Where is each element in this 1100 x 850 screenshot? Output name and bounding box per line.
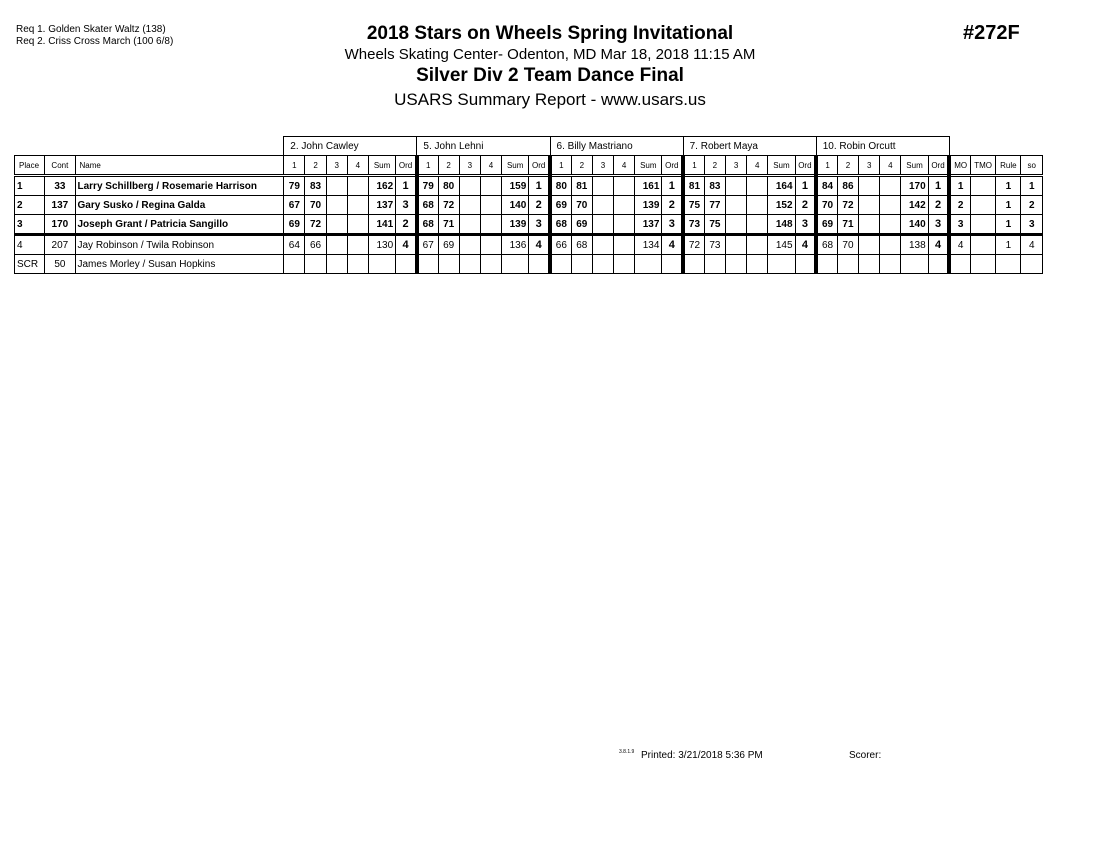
score-cell: 79: [284, 176, 305, 196]
tail-cell-rule: 1: [996, 235, 1021, 255]
event-number: #272F: [963, 22, 1020, 44]
score-cell: [683, 255, 704, 274]
score-cell: 69: [816, 215, 837, 235]
score-cell: [326, 215, 347, 235]
score-cell: [592, 176, 613, 196]
score-cell: 71: [837, 215, 858, 235]
column-cont: Cont: [45, 156, 75, 176]
ordinal-cell: 2: [529, 196, 550, 215]
contestant-number: 137: [45, 196, 75, 215]
sum-cell: 140: [901, 215, 928, 235]
column-tmo: TMO: [971, 156, 996, 176]
score-cell: 73: [683, 215, 704, 235]
score-cell: [347, 196, 368, 215]
score-cell: [725, 235, 746, 255]
judge-header-spacer: [949, 137, 1042, 156]
score-cell: 68: [550, 215, 571, 235]
score-cell: [438, 255, 459, 274]
score-cell: [725, 196, 746, 215]
tail-cell-mo: 3: [949, 215, 970, 235]
score-cell: [880, 215, 901, 235]
team-name: Gary Susko / Regina Galda: [75, 196, 284, 215]
score-cell: 69: [571, 215, 592, 235]
column-judge-4-1: 1: [683, 156, 704, 176]
score-cell: 72: [305, 215, 326, 235]
sum-cell: 130: [368, 235, 395, 255]
sum-cell: [502, 255, 529, 274]
ordinal-cell: [396, 255, 417, 274]
ordinal-cell: 3: [529, 215, 550, 235]
ordinal-cell: 2: [662, 196, 683, 215]
table-row: [15, 255, 1043, 274]
score-cell: [747, 176, 768, 196]
tail-cell-tmo: [971, 235, 996, 255]
score-cell: 70: [816, 196, 837, 215]
score-cell: [347, 176, 368, 196]
score-cell: 80: [438, 176, 459, 196]
column-judge-5-1: 1: [816, 156, 837, 176]
score-cell: 70: [571, 196, 592, 215]
score-cell: [859, 176, 880, 196]
ordinal-cell: [795, 255, 816, 274]
event-title: Silver Div 2 Team Dance Final: [416, 65, 684, 86]
ordinal-cell: 1: [928, 176, 949, 196]
place-cell: 4: [15, 235, 45, 255]
column-judge-3-sum: Sum: [635, 156, 662, 176]
sum-cell: 141: [368, 215, 395, 235]
score-cell: [614, 235, 635, 255]
contestant-number: 33: [45, 176, 75, 196]
score-cell: 70: [837, 235, 858, 255]
column-judge-5-4: 4: [880, 156, 901, 176]
score-cell: 66: [550, 235, 571, 255]
score-cell: 83: [704, 176, 725, 196]
ordinal-cell: 3: [396, 196, 417, 215]
tail-cell-mo: [949, 255, 970, 274]
ordinal-cell: 3: [928, 215, 949, 235]
team-name: Jay Robinson / Twila Robinson: [75, 235, 284, 255]
place-cell: 1: [15, 176, 45, 196]
table-row: [15, 176, 1043, 196]
column-judge-5-3: 3: [859, 156, 880, 176]
score-cell: 67: [284, 196, 305, 215]
score-cell: [326, 255, 347, 274]
score-cell: 83: [305, 176, 326, 196]
score-cell: [480, 196, 501, 215]
ordinal-cell: 2: [795, 196, 816, 215]
column-so: so: [1021, 156, 1043, 176]
score-cell: [326, 176, 347, 196]
judge-name-5: 10. Robin Orcutt: [816, 137, 949, 156]
column-judge-2-sum: Sum: [502, 156, 529, 176]
score-cell: 75: [704, 215, 725, 235]
ordinal-cell: 4: [928, 235, 949, 255]
tail-cell-so: 3: [1021, 215, 1043, 235]
sum-cell: 142: [901, 196, 928, 215]
score-cell: [614, 196, 635, 215]
column-judge-1-1: 1: [284, 156, 305, 176]
judge-name-3: 6. Billy Mastriano: [550, 137, 683, 156]
score-cell: [550, 255, 571, 274]
score-cell: 72: [837, 196, 858, 215]
score-cell: [747, 196, 768, 215]
sum-cell: [901, 255, 928, 274]
score-cell: [614, 255, 635, 274]
sum-cell: 162: [368, 176, 395, 196]
ordinal-cell: 1: [795, 176, 816, 196]
tail-cell-rule: [996, 255, 1021, 274]
report-subtitle: USARS Summary Report - www.usars.us: [394, 90, 706, 109]
sum-cell: [635, 255, 662, 274]
score-cell: 70: [305, 196, 326, 215]
scorer-label: Scorer:: [849, 750, 882, 761]
column-judge-4-ord: Ord: [795, 156, 816, 176]
column-judge-2-4: 4: [480, 156, 501, 176]
sum-cell: [368, 255, 395, 274]
score-cell: [880, 176, 901, 196]
sum-cell: 134: [635, 235, 662, 255]
score-cell: [880, 235, 901, 255]
team-name: Larry Schillberg / Rosemarie Harrison: [75, 176, 284, 196]
score-cell: [592, 215, 613, 235]
score-cell: [816, 255, 837, 274]
ordinal-cell: 2: [396, 215, 417, 235]
requirement-1: Req 1. Golden Skater Waltz (138): [16, 24, 166, 35]
column-judge-3-2: 2: [571, 156, 592, 176]
score-cell: 68: [417, 215, 438, 235]
team-name: Joseph Grant / Patricia Sangillo: [75, 215, 284, 235]
sum-cell: 170: [901, 176, 928, 196]
place-cell: SCR: [15, 255, 45, 274]
score-cell: 79: [417, 176, 438, 196]
judge-name-4: 7. Robert Maya: [683, 137, 816, 156]
tail-cell-rule: 1: [996, 215, 1021, 235]
team-name: James Morley / Susan Hopkins: [75, 255, 284, 274]
score-cell: [459, 176, 480, 196]
column-judge-5-ord: Ord: [928, 156, 949, 176]
ordinal-cell: 4: [662, 235, 683, 255]
tail-cell-tmo: [971, 176, 996, 196]
sum-cell: 136: [502, 235, 529, 255]
score-cell: [347, 215, 368, 235]
tail-cell-so: 4: [1021, 235, 1043, 255]
score-cell: 84: [816, 176, 837, 196]
score-cell: [480, 235, 501, 255]
score-cell: [459, 255, 480, 274]
results-body: [15, 176, 1043, 274]
sum-cell: 145: [768, 235, 795, 255]
sum-cell: 139: [502, 215, 529, 235]
place-cell: 2: [15, 196, 45, 215]
results-table: [14, 136, 1043, 274]
score-cell: [859, 235, 880, 255]
judge-header-spacer: [15, 137, 284, 156]
printed-timestamp: Printed: 3/21/2018 5:36 PM: [641, 750, 763, 761]
score-cell: 81: [683, 176, 704, 196]
sum-cell: 140: [502, 196, 529, 215]
score-cell: [326, 235, 347, 255]
table-row: [15, 196, 1043, 215]
column-judge-1-2: 2: [305, 156, 326, 176]
sum-cell: 137: [368, 196, 395, 215]
software-version: 3.8.1.9: [619, 749, 635, 755]
score-cell: [480, 255, 501, 274]
column-judge-3-1: 1: [550, 156, 571, 176]
column-judge-3-3: 3: [592, 156, 613, 176]
score-cell: 68: [571, 235, 592, 255]
sum-cell: 161: [635, 176, 662, 196]
column-judge-4-3: 3: [725, 156, 746, 176]
sum-cell: 138: [901, 235, 928, 255]
score-cell: [747, 215, 768, 235]
score-cell: [859, 196, 880, 215]
column-judge-4-4: 4: [747, 156, 768, 176]
score-cell: [571, 255, 592, 274]
judge-name-1: 2. John Cawley: [284, 137, 417, 156]
score-cell: [880, 196, 901, 215]
column-place: Place: [15, 156, 45, 176]
score-cell: 80: [550, 176, 571, 196]
ordinal-cell: 1: [396, 176, 417, 196]
score-cell: 68: [816, 235, 837, 255]
column-judge-1-sum: Sum: [368, 156, 395, 176]
tail-cell-tmo: [971, 196, 996, 215]
score-cell: [704, 255, 725, 274]
venue-date-line: Wheels Skating Center- Odenton, MD Mar 18, 2018 11:15 AM: [344, 46, 756, 63]
score-cell: 71: [438, 215, 459, 235]
score-cell: [326, 196, 347, 215]
score-cell: [725, 176, 746, 196]
tail-cell-so: [1021, 255, 1043, 274]
tail-cell-tmo: [971, 255, 996, 274]
score-cell: [417, 255, 438, 274]
score-cell: [859, 215, 880, 235]
column-header-row: [15, 156, 1043, 176]
competition-title: 2018 Stars on Wheels Spring Invitational: [366, 23, 734, 44]
score-cell: 69: [550, 196, 571, 215]
tail-cell-tmo: [971, 215, 996, 235]
requirement-2: Req 2. Criss Cross March (100 6/8): [16, 36, 174, 47]
ordinal-cell: [529, 255, 550, 274]
column-judge-2-ord: Ord: [529, 156, 550, 176]
sum-cell: 152: [768, 196, 795, 215]
ordinal-cell: 1: [662, 176, 683, 196]
score-cell: 72: [683, 235, 704, 255]
column-judge-4-2: 2: [704, 156, 725, 176]
column-rule: Rule: [996, 156, 1021, 176]
report-header: [270, 22, 830, 111]
score-cell: [305, 255, 326, 274]
tail-cell-mo: 4: [949, 235, 970, 255]
sum-cell: [768, 255, 795, 274]
score-cell: [614, 215, 635, 235]
judge-name-2: 5. John Lehni: [417, 137, 550, 156]
tail-cell-rule: 1: [996, 176, 1021, 196]
score-cell: 77: [704, 196, 725, 215]
score-cell: [747, 255, 768, 274]
tail-cell-mo: 1: [949, 176, 970, 196]
ordinal-cell: 1: [529, 176, 550, 196]
tail-cell-so: 2: [1021, 196, 1043, 215]
score-cell: 86: [837, 176, 858, 196]
score-cell: [480, 215, 501, 235]
score-cell: [725, 255, 746, 274]
score-cell: 72: [438, 196, 459, 215]
score-cell: 73: [704, 235, 725, 255]
score-cell: [592, 196, 613, 215]
score-cell: 69: [438, 235, 459, 255]
column-mo: MO: [949, 156, 970, 176]
score-cell: [880, 255, 901, 274]
ordinal-cell: 3: [662, 215, 683, 235]
score-cell: [614, 176, 635, 196]
tail-cell-rule: 1: [996, 196, 1021, 215]
ordinal-cell: [928, 255, 949, 274]
place-cell: 3: [15, 215, 45, 235]
column-judge-2-1: 1: [417, 156, 438, 176]
score-cell: [725, 215, 746, 235]
score-cell: 68: [417, 196, 438, 215]
ordinal-cell: 3: [795, 215, 816, 235]
column-judge-1-4: 4: [347, 156, 368, 176]
requirements-list: [16, 24, 173, 48]
score-cell: 75: [683, 196, 704, 215]
score-cell: [837, 255, 858, 274]
ordinal-cell: 4: [795, 235, 816, 255]
score-cell: [480, 176, 501, 196]
score-cell: [459, 196, 480, 215]
sum-cell: 148: [768, 215, 795, 235]
score-cell: [459, 235, 480, 255]
column-judge-3-4: 4: [614, 156, 635, 176]
sum-cell: 137: [635, 215, 662, 235]
column-judge-2-2: 2: [438, 156, 459, 176]
sum-cell: 164: [768, 176, 795, 196]
column-judge-1-ord: Ord: [396, 156, 417, 176]
score-cell: [592, 255, 613, 274]
score-cell: [592, 235, 613, 255]
score-cell: [347, 235, 368, 255]
score-cell: [284, 255, 305, 274]
tail-cell-mo: 2: [949, 196, 970, 215]
contestant-number: 170: [45, 215, 75, 235]
score-cell: 69: [284, 215, 305, 235]
table-row: [15, 215, 1043, 235]
sum-cell: 159: [502, 176, 529, 196]
score-cell: 67: [417, 235, 438, 255]
ordinal-cell: [662, 255, 683, 274]
score-cell: [747, 235, 768, 255]
score-cell: 64: [284, 235, 305, 255]
score-cell: 66: [305, 235, 326, 255]
score-cell: [347, 255, 368, 274]
contestant-number: 50: [45, 255, 75, 274]
column-judge-3-ord: Ord: [662, 156, 683, 176]
contestant-number: 207: [45, 235, 75, 255]
ordinal-cell: 4: [396, 235, 417, 255]
judge-header-row: [15, 137, 1043, 156]
score-cell: [859, 255, 880, 274]
ordinal-cell: 4: [529, 235, 550, 255]
sum-cell: 139: [635, 196, 662, 215]
score-cell: 81: [571, 176, 592, 196]
column-judge-1-3: 3: [326, 156, 347, 176]
column-judge-2-3: 3: [459, 156, 480, 176]
column-name: Name: [75, 156, 284, 176]
column-judge-5-2: 2: [837, 156, 858, 176]
ordinal-cell: 2: [928, 196, 949, 215]
score-cell: [459, 215, 480, 235]
tail-cell-so: 1: [1021, 176, 1043, 196]
column-judge-5-sum: Sum: [901, 156, 928, 176]
table-row: [15, 235, 1043, 255]
column-judge-4-sum: Sum: [768, 156, 795, 176]
